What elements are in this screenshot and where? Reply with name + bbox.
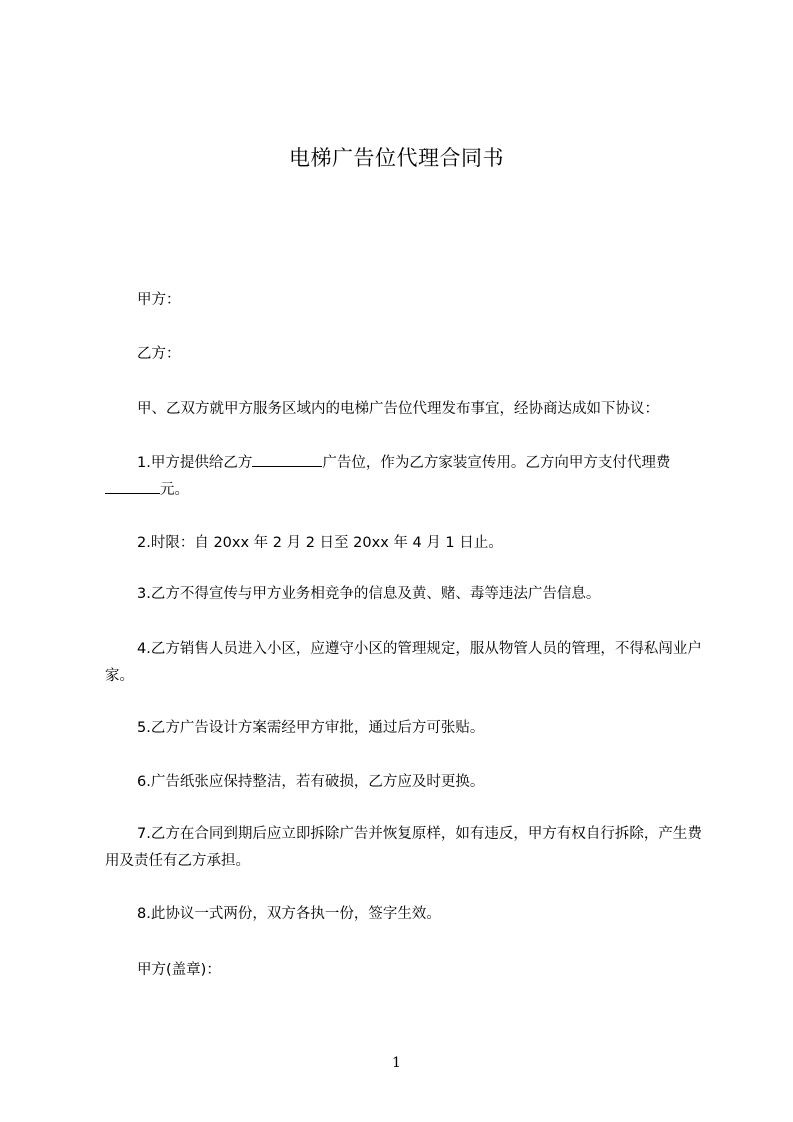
party-a-seal-label: 甲方(盖章)： [137, 962, 221, 978]
blank-ad-count [252, 451, 322, 467]
clause-1-part-3: 元。 [160, 482, 189, 498]
clause-7: 7.乙方在合同到期后应立即拆除广告并恢复原样，如有违反，甲方有权自行拆除，产生费用及责任有乙方承担。 [105, 826, 702, 869]
party-a-label: 甲方： [137, 292, 181, 308]
party-b-label: 乙方： [137, 346, 181, 362]
clause-2: 2.时限：自 20xx 年 2 月 2 日至 20xx 年 4 月 1 日止。 [137, 535, 503, 551]
intro-paragraph: 甲、乙双方就甲方服务区域内的电梯广告位代理发布事宜，经协商达成如下协议： [137, 401, 659, 417]
clause-1-part-2: 广告位，作为乙方家装宣传用。乙方向甲方支付代理费 [322, 455, 671, 471]
clause-1-part-1: 1.甲方提供给乙方 [137, 455, 253, 471]
clause-4: 4.乙方销售人员进入小区，应遵守小区的管理规定，服从物管人员的管理，不得私闯业户家。 [105, 641, 702, 684]
page-number: 1 [392, 1055, 401, 1071]
blank-fee [105, 478, 160, 494]
clause-8: 8.此协议一式两份，双方各执一份，签字生效。 [137, 906, 441, 922]
clause-3: 3.乙方不得宣传与甲方业务相竞争的信息及黄、赌、毒等违法广告信息。 [137, 586, 601, 602]
clause-5: 5.乙方广告设计方案需经甲方审批，通过后方可张贴。 [137, 720, 485, 736]
clause-6: 6.广告纸张应保持整洁，若有破损，乙方应及时更换。 [137, 774, 485, 790]
clause-1 [105, 450, 715, 504]
document-title: 电梯广告位代理合同书 [289, 146, 504, 170]
